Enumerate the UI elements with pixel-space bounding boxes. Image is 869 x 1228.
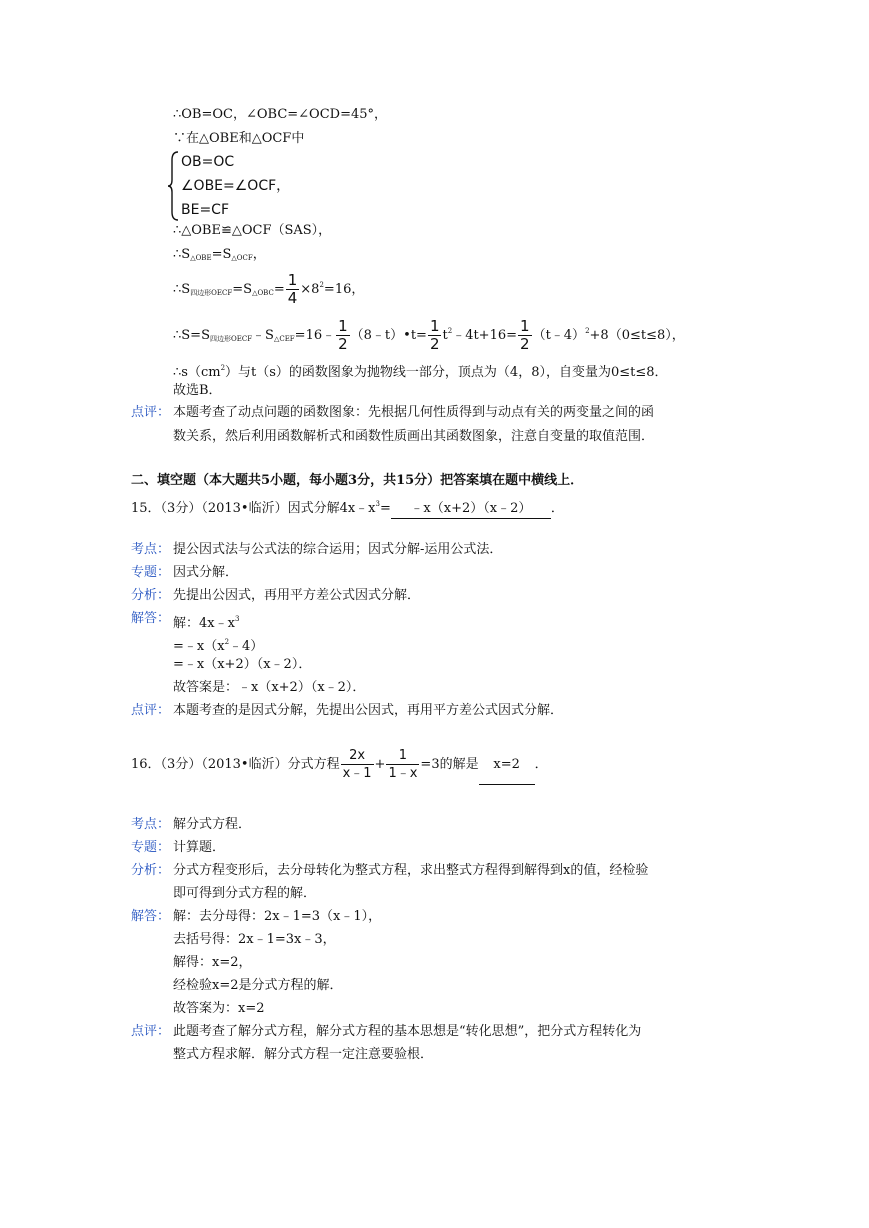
- proof-line-3: ∴△OBE≌△OCF（SAS），: [173, 223, 332, 238]
- q15-kaodian-label: 考点：: [131, 542, 171, 557]
- q15-jieda-4: 故答案是：﹣x（x+2）（x﹣2）．: [173, 680, 366, 695]
- fraction-1-over-1-x: $\frac{1}{1﹣x}$: [388, 748, 418, 781]
- proof-line-2: ∵在△OBE和△OCF中: [173, 131, 305, 146]
- section-title: 二、填空题（本大题共5小题，每小题3分，共15分）把答案填在题中横线上．: [131, 473, 584, 488]
- proof-line-4: $\therefore S_{\triangle OBE}=S_{\triangle OCF}$，: [173, 247, 266, 262]
- q16-jieda-3: 解得：x=2，: [173, 955, 252, 970]
- q15-kaodian: 提公因式法与公式法的综合运用；因式分解-运用公式法．: [173, 542, 503, 557]
- q16-zhuanti-label: 专题：: [131, 840, 171, 855]
- proof-line-6: $\therefore S=S_{四边形OECF}﹣S_{\triangle CEF}=16﹣$ $\frac{1}{2}$ （8﹣t）•t= $\frac{1}{2}$ $t^2﹣4t+16=$ $\frac{1}{2}$ （t﹣4）$^2$+8（0≤t≤8），: [173, 317, 685, 353]
- q16-jieda-label: 解答：: [131, 909, 171, 924]
- q16-answer-blank: x=2: [479, 746, 535, 785]
- q15-jieda-3: =﹣x（x+2）（x﹣2）．: [173, 657, 312, 672]
- proof-line-7: $\therefore s(cm^2)$与t（s）的函数图象为抛物线一部分，顶点为（4，8），自变量为0≤t≤8．: [173, 364, 668, 380]
- q16-dianping-label: 点评：: [131, 1024, 171, 1039]
- system-eq-1: OB=OC: [181, 154, 235, 170]
- fraction-one-quarter: $\frac{1}{4}$: [287, 271, 298, 307]
- q15-jieda-1: 解：$4x﹣x^3$: [173, 615, 240, 631]
- q16-stem: 16．（3分）（2013•临沂）分式方程 $\frac{2x}{x﹣1}$ + $\frac{1}{1﹣x}$ =3的解是 x=2 ．: [131, 746, 548, 785]
- proof-line-5: $\therefore S_{四边形OECF}=S_{\triangle OBC}=$ $\frac{1}{4}$ $\times 8^2=16$，: [173, 271, 365, 307]
- q16-kaodian: 解分式方程．: [173, 817, 252, 832]
- q16-dianping-1: 此题考查了解分式方程，解分式方程的基本思想是“转化思想”，把分式方程转化为: [173, 1024, 642, 1039]
- q15-stem: 15．（3分）（2013•临沂）因式分解$4x﹣x^3=$ ﹣x（x+2）（x﹣2） ．: [131, 495, 564, 519]
- comment-line-2: 数关系，然后利用函数解析式和函数性质画出其函数图象，注意自变量的取值范围．: [173, 429, 655, 444]
- fraction-half-1: $\frac{1}{2}$: [338, 317, 348, 353]
- comment-label: 点评：: [131, 405, 171, 420]
- q15-fenxi-label: 分析：: [131, 588, 171, 603]
- q15-zhuanti: 因式分解．: [173, 565, 239, 580]
- q15-zhuanti-label: 专题：: [131, 565, 171, 580]
- comment-line-1: 本题考查了动点问题的函数图象：先根据几何性质得到与动点有关的两变量之间的函: [173, 405, 655, 420]
- fraction-2x-over-x-1: $\frac{2x}{x﹣1}$: [342, 748, 372, 781]
- brace-icon: [168, 150, 180, 222]
- q15-jieda-2: $=﹣x(x^2﹣4)$: [173, 638, 264, 654]
- q15-answer-blank: ﹣x（x+2）（x﹣2）: [391, 500, 551, 519]
- q16-fenxi-1: 分式方程变形后，去分母转化为整式方程，求出整式方程得到解得到x的值，经检验: [173, 863, 649, 878]
- q15-jieda-label: 解答：: [131, 611, 171, 626]
- q16-jieda-5: 故答案为：x=2: [173, 1001, 265, 1016]
- q16-kaodian-label: 考点：: [131, 817, 171, 832]
- system-eq-3: BE=CF: [181, 202, 230, 218]
- q16-jieda-2: 去括号得：2x﹣1=3x﹣3，: [173, 932, 336, 947]
- q15-fenxi: 先提出公因式，再用平方差公式因式分解．: [173, 588, 421, 603]
- system-eq-2: ∠OBE=∠OCF，: [181, 178, 291, 194]
- q16-fenxi-2: 即可得到分式方程的解．: [173, 886, 317, 901]
- fraction-half-3: $\frac{1}{2}$: [520, 317, 530, 353]
- q15-dianping-label: 点评：: [131, 703, 171, 718]
- q15-dianping: 本题考查的是因式分解，先提出公因式，再用平方差公式因式分解．: [173, 703, 564, 718]
- q16-zhuanti: 计算题．: [173, 840, 226, 855]
- fraction-half-2: $\frac{1}{2}$: [429, 317, 440, 353]
- q16-jieda-1: 解：去分母得：2x﹣1=3（x﹣1），: [173, 909, 382, 924]
- q16-fenxi-label: 分析：: [131, 863, 171, 878]
- proof-line-8: 故选B．: [173, 383, 222, 398]
- q16-dianping-2: 整式方程求解．解分式方程一定注意要验根．: [173, 1047, 434, 1062]
- proof-line-1: ∴OB=OC，∠OBC=∠OCD=45°，: [173, 107, 388, 122]
- q16-jieda-4: 经检验x=2是分式方程的解．: [173, 978, 343, 993]
